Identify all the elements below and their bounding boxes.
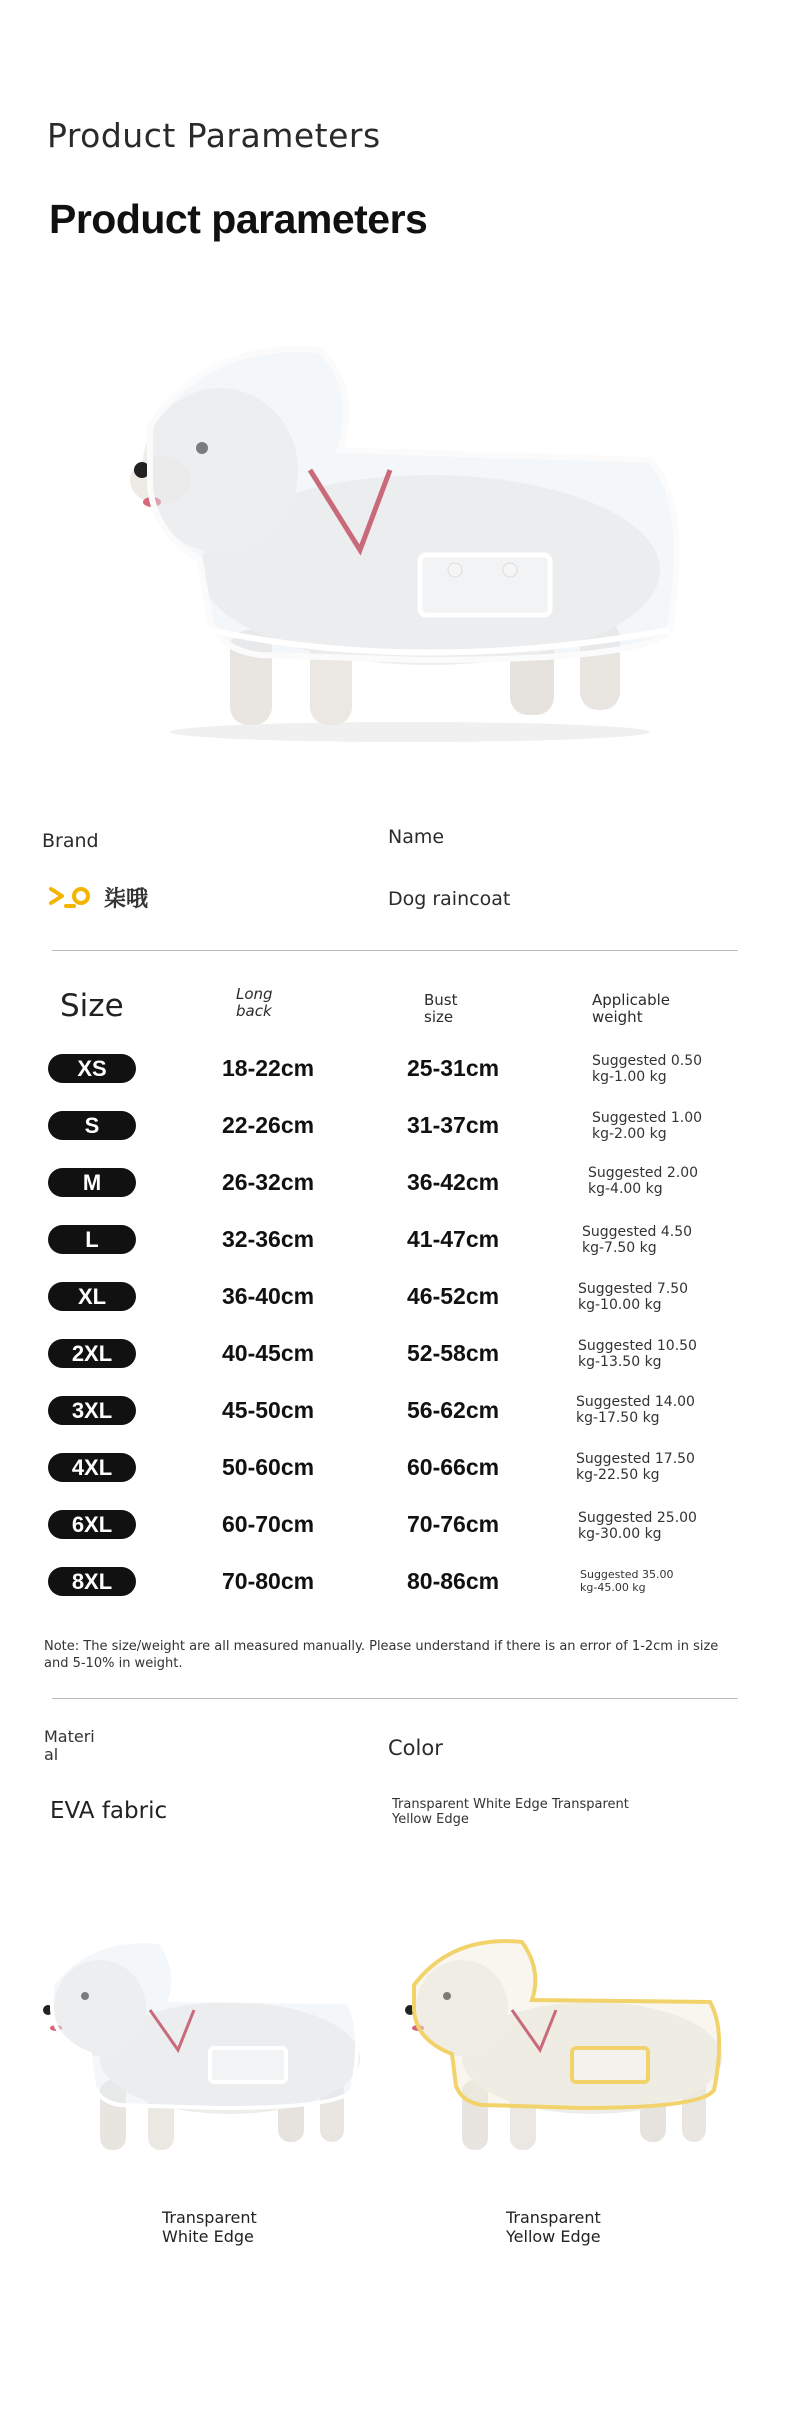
applicable-weight-header: Applicable weight	[592, 991, 670, 1026]
bust-value: 56-62cm	[407, 1397, 500, 1423]
variant-photo-yellow	[392, 1930, 722, 2170]
bust-value: 46-52cm	[407, 1283, 500, 1309]
brand-logo-icon	[48, 884, 94, 910]
material-value: EVA fabric	[50, 1798, 168, 1824]
measurement-note: Note: The size/weight are all measured manually. Please understand if there is an error of 1-2cm in size and 5-10% in weight.	[44, 1639, 719, 1671]
section-title: Product Parameters	[47, 116, 381, 155]
divider	[52, 1698, 738, 1699]
bust-value: 60-66cm	[407, 1454, 500, 1480]
bust-value: 31-37cm	[407, 1112, 500, 1138]
long-back-value: 70-80cm	[222, 1568, 315, 1594]
product-name: Dog raincoat	[388, 888, 511, 910]
bust-value: 70-76cm	[407, 1511, 500, 1537]
bust-value: 52-58cm	[407, 1340, 500, 1366]
weight-value: Suggested 0.50 kg-1.00 kg	[592, 1053, 703, 1085]
brand-label: Brand	[42, 830, 99, 852]
size-badge: 2XL	[48, 1339, 136, 1368]
long-back-value: 40-45cm	[222, 1340, 315, 1366]
bust-value: 36-42cm	[407, 1169, 500, 1195]
long-back-value: 45-50cm	[222, 1397, 315, 1423]
size-badge: XL	[48, 1282, 136, 1311]
size-badge: M	[48, 1168, 136, 1197]
bust-size-header: Bust size	[424, 991, 458, 1026]
variant-caption-yellow: Transparent Yellow Edge	[506, 2208, 601, 2246]
weight-value: Suggested 25.00 kg-30.00 kg	[578, 1510, 697, 1542]
weight-value: Suggested 10.50 kg-13.50 kg	[578, 1338, 697, 1370]
long-back-value: 22-26cm	[222, 1112, 315, 1138]
size-badge: L	[48, 1225, 136, 1254]
bust-value: 41-47cm	[407, 1226, 500, 1252]
weight-value: Suggested 14.00 kg-17.50 kg	[576, 1394, 695, 1426]
long-back-value: 36-40cm	[222, 1283, 315, 1309]
weight-value: Suggested 1.00 kg-2.00 kg	[592, 1110, 703, 1142]
brand-logo	[48, 882, 148, 912]
bust-value: 80-86cm	[407, 1568, 500, 1594]
main-product-photo	[90, 330, 690, 750]
bust-value: 25-31cm	[407, 1055, 500, 1081]
size-badge: 4XL	[48, 1453, 136, 1482]
size-badge: 3XL	[48, 1396, 136, 1425]
dog-raincoat-white-image	[90, 330, 690, 750]
weight-value: Suggested 4.50 kg-7.50 kg	[582, 1224, 693, 1256]
size-header: Size	[60, 988, 124, 1024]
weight-value: Suggested 35.00 kg-45.00 kg	[580, 1568, 674, 1594]
variant-caption-white: Transparent White Edge	[162, 2208, 257, 2246]
dog-raincoat-yellow-edge-image	[392, 1930, 722, 2170]
weight-value: Suggested 7.50 kg-10.00 kg	[578, 1281, 689, 1313]
color-value: Transparent White Edge Transparent Yellow Edge	[392, 1797, 629, 1827]
material-label: Materi al	[44, 1727, 95, 1764]
long-back-header: Long back	[236, 985, 273, 1020]
size-badge: XS	[48, 1054, 136, 1083]
dog-raincoat-white-edge-image	[30, 1930, 360, 2170]
page-title: Product parameters	[49, 196, 428, 242]
long-back-value: 32-36cm	[222, 1226, 315, 1252]
long-back-value: 60-70cm	[222, 1511, 315, 1537]
size-badge: 6XL	[48, 1510, 136, 1539]
divider	[52, 950, 738, 951]
long-back-value: 50-60cm	[222, 1454, 315, 1480]
long-back-value: 26-32cm	[222, 1169, 315, 1195]
size-badge: S	[48, 1111, 136, 1140]
variant-photo-white	[30, 1930, 360, 2170]
brand-logo-text: 柒哦	[104, 886, 149, 912]
weight-value: Suggested 17.50 kg-22.50 kg	[576, 1451, 695, 1483]
long-back-value: 18-22cm	[222, 1055, 315, 1081]
color-label: Color	[388, 1736, 443, 1760]
size-badge: 8XL	[48, 1567, 136, 1596]
weight-value: Suggested 2.00 kg-4.00 kg	[588, 1165, 699, 1197]
name-label: Name	[388, 826, 445, 848]
